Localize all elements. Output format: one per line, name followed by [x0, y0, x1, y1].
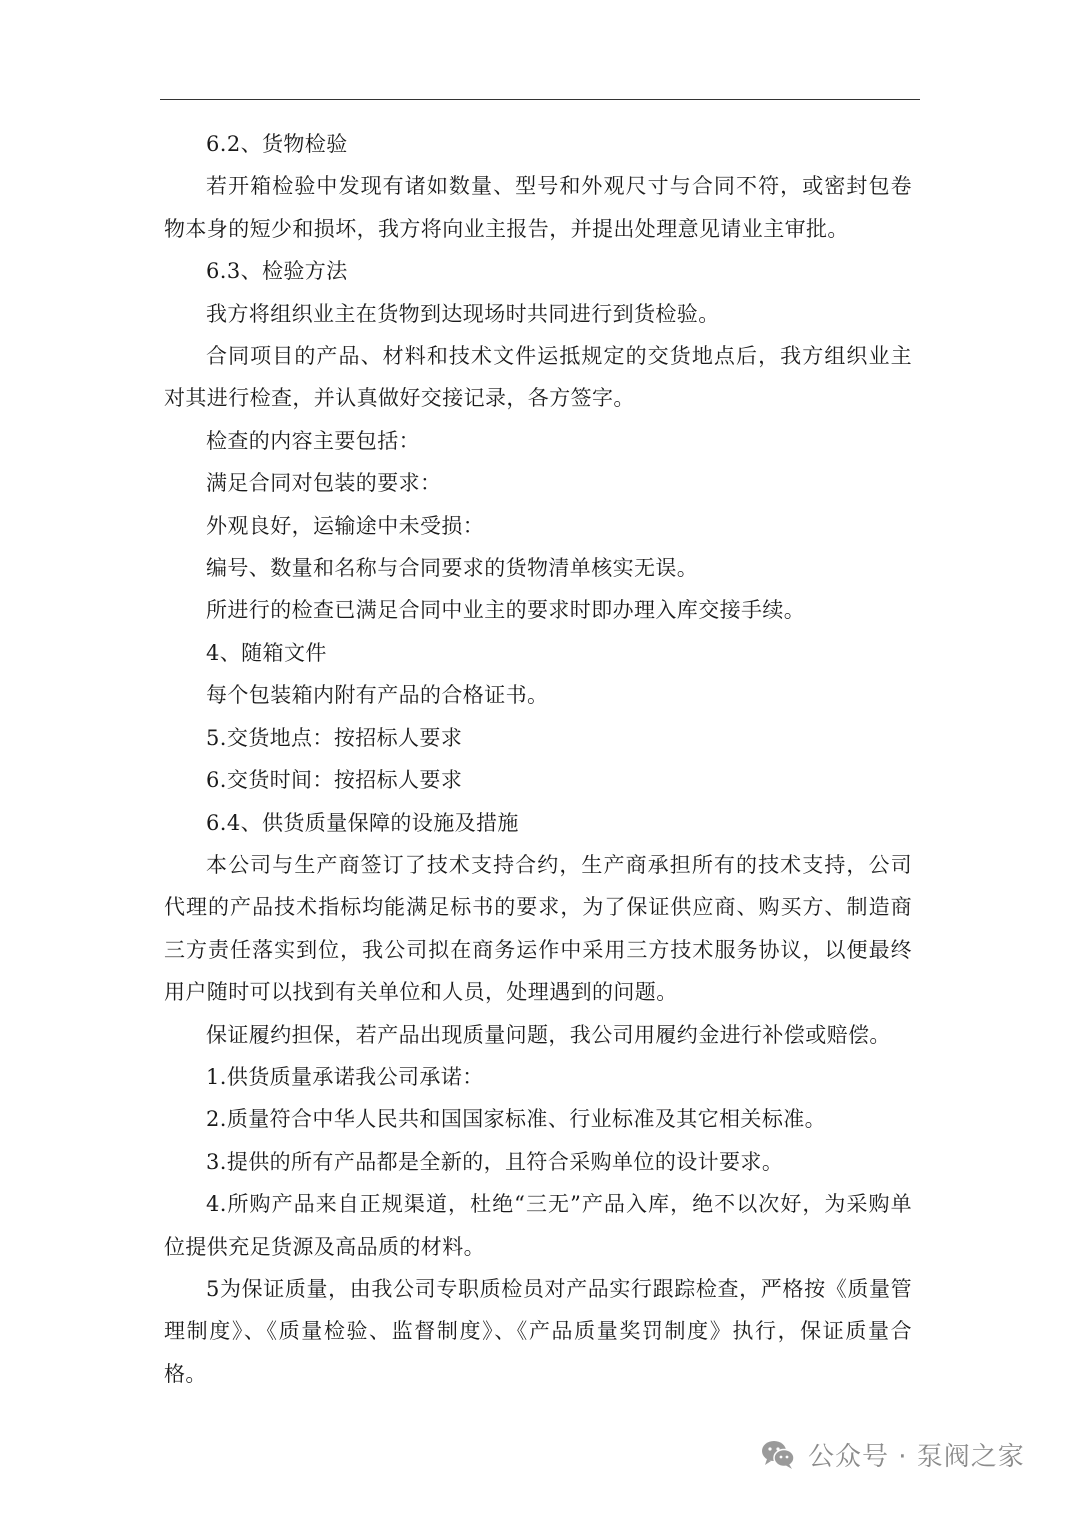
- section-heading: 4、随箱文件: [206, 640, 327, 665]
- wechat-icon: [758, 1434, 798, 1474]
- body-paragraph: 所进行的检查已满足合同中业主的要求时即办理入库交接手续。: [206, 598, 806, 623]
- list-item: 4.所购产品来自正规渠道，杜绝“三无”产品入库，绝不以次好，为采购单位提供充足货源及高品质的材料。: [164, 1192, 912, 1259]
- body-paragraph: 合同项目的产品、材料和技术文件运抵规定的交货地点后，我方组织业主对其进行检查，并认真做好交接记录，各方签字。: [164, 344, 912, 411]
- body-paragraph: 若开箱检验中发现有诸如数量、型号和外观尺寸与合同不符，或密封包卷物本身的短少和损坏，我方将向业主报告，并提出处理意见请业主审批。: [164, 174, 912, 241]
- body-paragraph: 我方将组织业主在货物到达现场时共同进行到货检验。: [206, 301, 720, 326]
- list-item: 1.供货质量承诺我公司承诺：: [206, 1064, 484, 1089]
- watermark: [758, 1430, 1025, 1478]
- section-heading: 6.4、供货质量保障的设施及措施: [206, 810, 519, 835]
- document-body: [164, 123, 912, 1395]
- list-item: 5.交货地点：按招标人要求: [206, 725, 463, 750]
- body-paragraph: 每个包装箱内附有产品的合格证书。: [206, 683, 549, 708]
- section-heading: 6.2、货物检验: [206, 132, 348, 156]
- list-item: 5为保证质量，由我公司专职质检员对产品实行跟踪检查，严格按《质量管理制度》、《质量检验、监督制度》、《产品质量奖罚制度》执行，保证质量合格。: [164, 1276, 912, 1386]
- body-paragraph: 检查的内容主要包括：: [206, 428, 420, 453]
- list-item: 6.交货时间：按招标人要求: [206, 768, 463, 793]
- body-paragraph: 保证履约担保，若产品出现质量问题，我公司用履约金进行补偿或赔偿。: [206, 1022, 891, 1047]
- header-rule: [160, 99, 920, 100]
- watermark-text: 公众号 · 泵阀之家: [808, 1441, 1025, 1472]
- list-item: 3.提供的所有产品都是全新的，且符合采购单位的设计要求。: [206, 1149, 784, 1174]
- list-item: 2.质量符合中华人民共和国国家标准、行业标准及其它相关标准。: [206, 1107, 827, 1132]
- body-paragraph: 本公司与生产商签订了技术支持合约，生产商承担所有的技术支持，公司代理的产品技术指标均能满足标书的要求，为了保证供应商、购买方、制造商三方责任落实到位，我公司拟在商务运作中采用三方技术服务协议，以便最终用户随时可以找到有关单位和人员，处理遇到的问题。: [164, 852, 912, 1005]
- list-item: 编号、数量和名称与合同要求的货物清单核实无误。: [206, 556, 699, 581]
- section-heading: 6.3、检验方法: [206, 259, 348, 284]
- list-item: 满足合同对包装的要求：: [206, 471, 442, 496]
- list-item: 外观良好，运输途中未受损：: [206, 513, 485, 538]
